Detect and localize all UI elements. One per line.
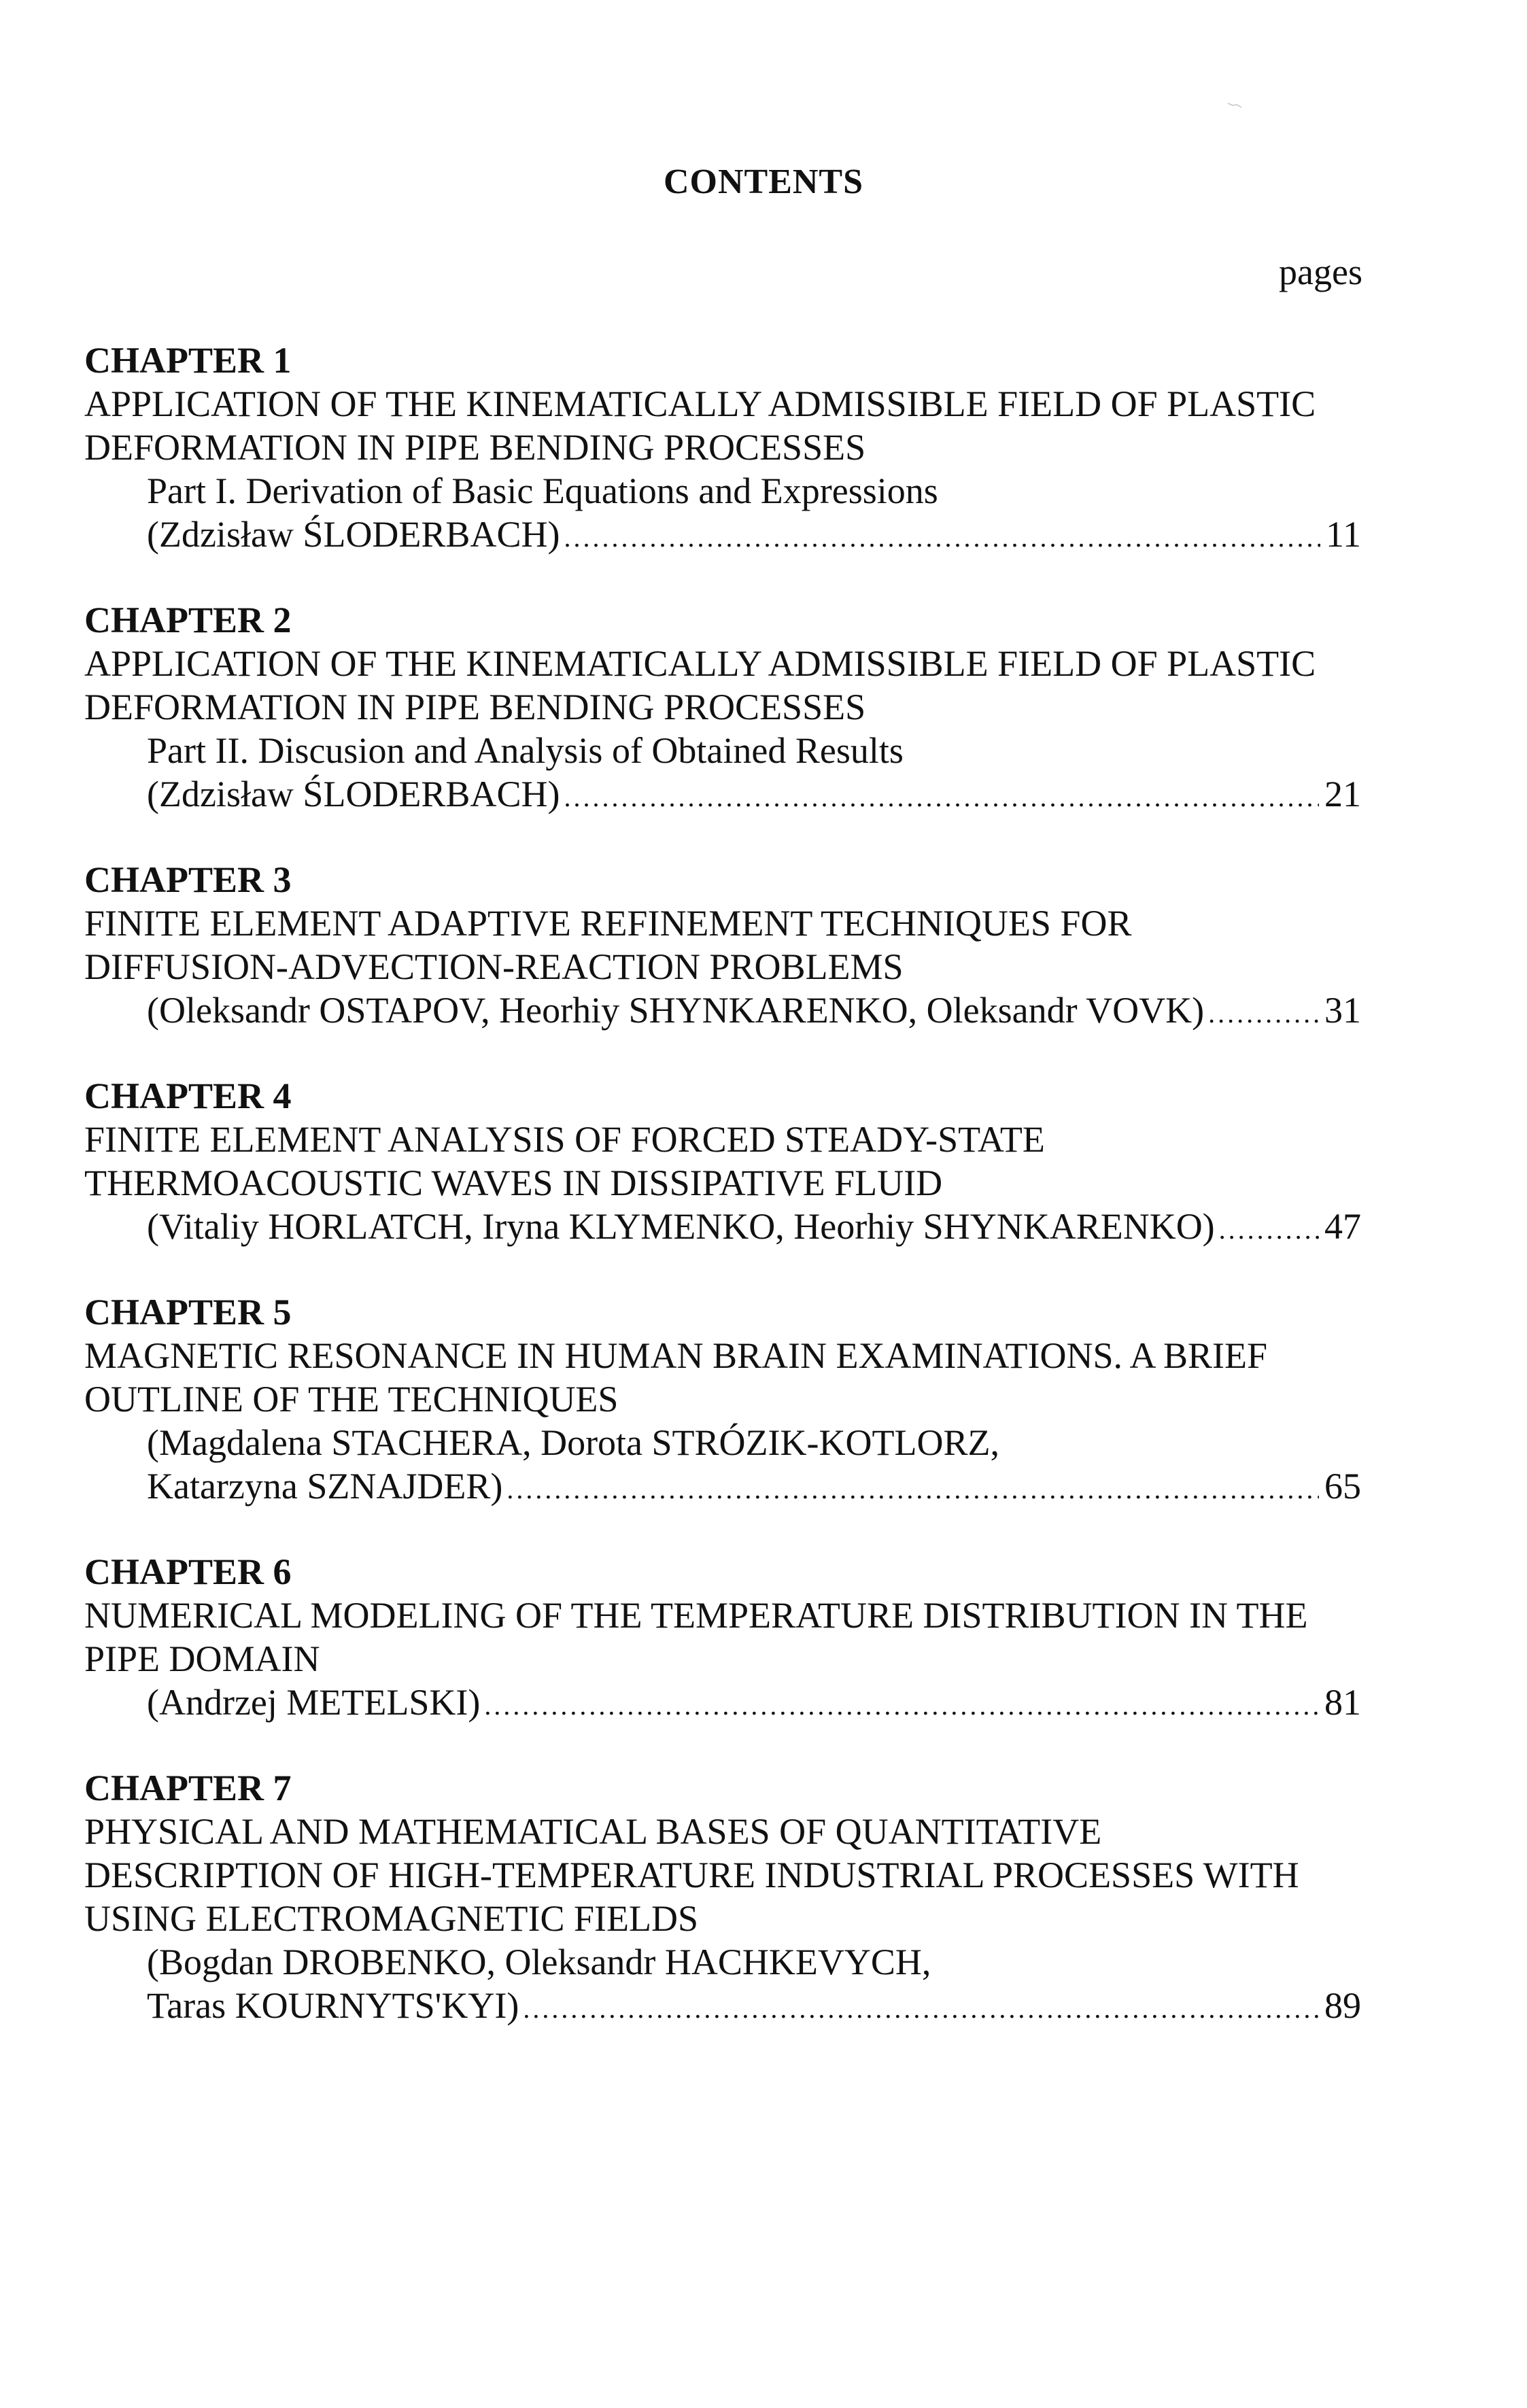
chapter-entry-4[interactable] bbox=[84, 1074, 1361, 1248]
chapter-authors: (Oleksandr OSTAPOV, Heorhiy SHYNKARENKO, Oleksandr VOVK) bbox=[147, 990, 1205, 1031]
chapter-title-line: DEFORMATION IN PIPE BENDING PROCESSES bbox=[84, 687, 866, 727]
chapter-title-line: DESCRIPTION OF HIGH-TEMPERATURE INDUSTRIAL PROCESSES WITH bbox=[84, 1855, 1299, 1895]
chapter-page-number[interactable]: 81 bbox=[1324, 1682, 1361, 1723]
chapter-title-line: OUTLINE OF THE TECHNIQUES bbox=[84, 1379, 619, 1420]
chapter-page-number[interactable]: 89 bbox=[1324, 1985, 1361, 2026]
chapter-title-line: PHYSICAL AND MATHEMATICAL BASES OF QUANTITATIVE bbox=[84, 1811, 1102, 1852]
chapter-authors-line: (Bogdan DROBENKO, Oleksandr HACHKEVYCH, bbox=[147, 1942, 931, 1982]
chapter-title-line: FINITE ELEMENT ANALYSIS OF FORCED STEADY-STATE bbox=[84, 1119, 1045, 1160]
chapter-heading: CHAPTER 4 bbox=[84, 1076, 292, 1116]
chapter-entry-7[interactable] bbox=[84, 1766, 1361, 2027]
dot-leader bbox=[1208, 992, 1319, 1035]
chapter-entry-line[interactable] bbox=[84, 513, 1361, 556]
chapter-title-line: MAGNETIC RESONANCE IN HUMAN BRAIN EXAMINATIONS. A BRIEF bbox=[84, 1335, 1268, 1376]
chapter-title-line: PIPE DOMAIN bbox=[84, 1638, 320, 1679]
chapter-title-line: USING ELECTROMAGNETIC FIELDS bbox=[84, 1898, 698, 1939]
chapter-authors: Katarzyna SZNAJDER) bbox=[147, 1466, 503, 1507]
chapter-title-line: NUMERICAL MODELING OF THE TEMPERATURE DISTRIBUTION IN THE bbox=[84, 1595, 1308, 1636]
chapter-entry-line[interactable] bbox=[84, 1681, 1361, 1724]
chapter-entry-line[interactable] bbox=[84, 1464, 1361, 1508]
chapter-entry-2[interactable] bbox=[84, 598, 1361, 816]
chapter-page-number[interactable]: 47 bbox=[1324, 1206, 1361, 1247]
page-title: CONTENTS bbox=[663, 162, 864, 201]
chapter-authors: (Zdzisław ŚLODERBACH) bbox=[147, 774, 560, 814]
chapter-entry-line[interactable] bbox=[84, 772, 1361, 816]
chapter-title-line: DEFORMATION IN PIPE BENDING PROCESSES bbox=[84, 427, 866, 468]
dot-leader bbox=[507, 1468, 1319, 1511]
pages-column-label: pages bbox=[1279, 252, 1362, 292]
chapter-page-number[interactable]: 31 bbox=[1324, 990, 1361, 1031]
chapter-title-line: APPLICATION OF THE KINEMATICALLY ADMISSIBLE FIELD OF PLASTIC bbox=[84, 643, 1316, 684]
chapter-authors: (Zdzisław ŚLODERBACH) bbox=[147, 514, 560, 555]
dot-leader bbox=[564, 516, 1320, 560]
chapter-title-line: APPLICATION OF THE KINEMATICALLY ADMISSIBLE FIELD OF PLASTIC bbox=[84, 383, 1316, 424]
chapter-authors: (Andrzej METELSKI) bbox=[147, 1682, 481, 1723]
chapter-heading: CHAPTER 6 bbox=[84, 1551, 292, 1592]
chapter-authors: Taras KOURNYTS'KYI) bbox=[147, 1985, 519, 2026]
chapter-heading: CHAPTER 5 bbox=[84, 1292, 292, 1332]
chapter-page-number[interactable]: 21 bbox=[1324, 774, 1361, 814]
chapter-authors: (Vitaliy HORLATCH, Iryna KLYMENKO, Heorhiy SHYNKARENKO) bbox=[147, 1206, 1215, 1247]
chapter-heading: CHAPTER 1 bbox=[84, 340, 292, 381]
chapter-subtitle: Part II. Discusion and Analysis of Obtained Results bbox=[147, 730, 904, 771]
chapter-entry-1[interactable] bbox=[84, 339, 1361, 556]
chapter-entry-line[interactable] bbox=[84, 1984, 1361, 2027]
chapter-entry-line[interactable] bbox=[84, 988, 1361, 1032]
dot-leader bbox=[523, 1987, 1319, 2031]
chapter-subtitle: Part I. Derivation of Basic Equations and Expressions bbox=[147, 470, 938, 511]
chapter-title-line: FINITE ELEMENT ADAPTIVE REFINEMENT TECHNIQUES FOR bbox=[84, 903, 1132, 944]
chapter-title-line: DIFFUSION-ADVECTION-REACTION PROBLEMS bbox=[84, 946, 904, 987]
chapter-entry-6[interactable] bbox=[84, 1550, 1361, 1724]
chapter-page-number[interactable]: 65 bbox=[1324, 1466, 1361, 1507]
scan-speck-icon bbox=[1227, 102, 1242, 109]
dot-leader bbox=[1219, 1208, 1319, 1252]
dot-leader bbox=[484, 1684, 1319, 1727]
chapter-entry-5[interactable] bbox=[84, 1290, 1361, 1508]
chapter-heading: CHAPTER 7 bbox=[84, 1768, 292, 1808]
dot-leader bbox=[564, 776, 1319, 819]
chapter-entry-line[interactable] bbox=[84, 1205, 1361, 1248]
chapter-heading: CHAPTER 3 bbox=[84, 859, 292, 900]
chapter-heading: CHAPTER 2 bbox=[84, 600, 292, 640]
chapter-page-number[interactable]: 11 bbox=[1326, 514, 1361, 555]
chapter-entry-3[interactable] bbox=[84, 858, 1361, 1032]
chapter-authors-line: (Magdalena STACHERA, Dorota STRÓZIK-KOTLORZ, bbox=[147, 1422, 999, 1463]
chapter-title-line: THERMOACOUSTIC WAVES IN DISSIPATIVE FLUID bbox=[84, 1163, 943, 1203]
